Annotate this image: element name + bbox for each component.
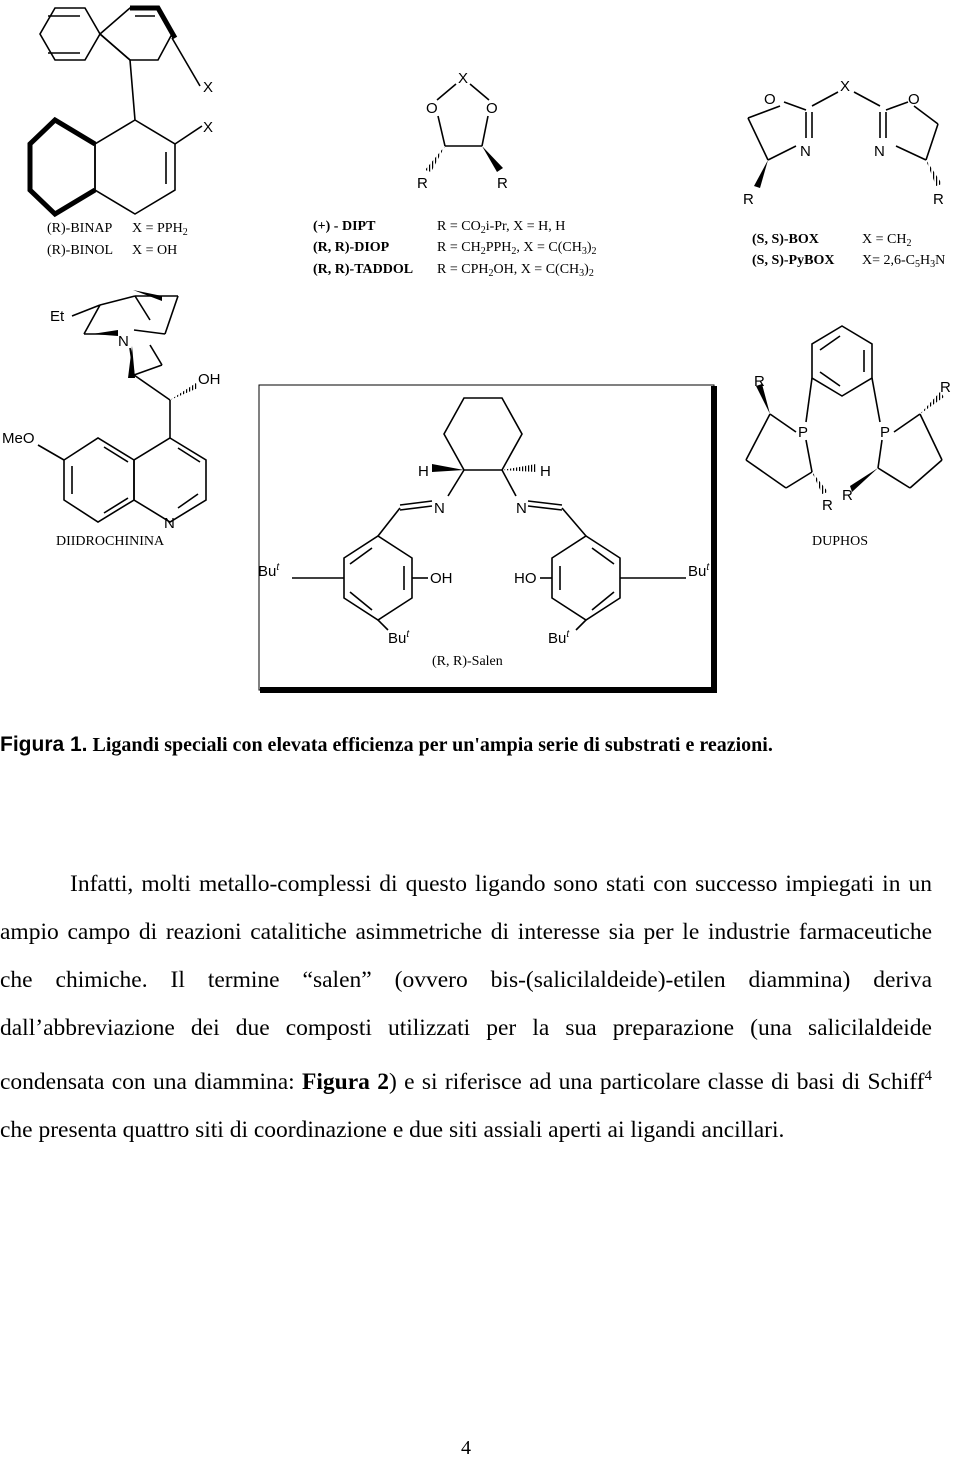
salen-h1: H xyxy=(418,463,429,480)
binol-row2-def: X = OH xyxy=(132,243,178,258)
dioxolane-structure xyxy=(437,84,489,146)
dioxolane-x: X xyxy=(458,70,469,87)
salen-but1: Bu$^t$ xyxy=(258,562,280,580)
quinine-n1: N xyxy=(118,333,129,350)
salen-frame xyxy=(259,385,717,690)
diop-def: $R = CH_2PPH_2$, $X = C(CH_3)_2$ xyxy=(437,240,597,257)
salen-but3: Bu$^t$ xyxy=(388,629,410,647)
binap-row1-def: $X = PPH_2$ xyxy=(132,221,188,238)
duphos-structure xyxy=(746,326,942,488)
page-number: 4 xyxy=(461,1437,471,1459)
figure-caption xyxy=(0,733,773,757)
wedge-bond xyxy=(850,468,878,492)
hashed-bond xyxy=(926,160,942,186)
pybox-name: (S, S)-PyBOX xyxy=(752,253,835,268)
duphos-r1: R xyxy=(754,373,765,390)
quinine-n2: N xyxy=(164,515,175,532)
box-o1: O xyxy=(764,91,776,108)
salen-but4: Bu$^t$ xyxy=(548,629,570,647)
pybox-def: $X= 2,6-C_5H_3N$ xyxy=(862,253,946,270)
duphos-r2: R xyxy=(940,379,951,396)
hashed-bond xyxy=(170,383,198,400)
duphos-p2: P xyxy=(880,424,891,441)
salen-h2: H xyxy=(540,463,551,480)
body-paragraph xyxy=(0,860,932,1154)
salen-n2: N xyxy=(516,500,527,517)
taddol-name: (R, R)-TADDOL xyxy=(313,262,414,277)
quinine-et: Et xyxy=(50,308,65,325)
wedge-bond xyxy=(482,146,503,172)
footnote-ref: 4 xyxy=(924,1068,932,1084)
box-n1: N xyxy=(800,143,811,160)
figure-reference: Figura 2 xyxy=(302,1068,389,1095)
caption-label: Figura 1. xyxy=(0,733,88,756)
salen-n1: N xyxy=(434,500,445,517)
wedge-bond xyxy=(92,330,118,336)
dioxolane-o2: O xyxy=(486,100,498,117)
paragraph-part3: che presenta quattro siti di coordinazione e due siti assiali aperti ai ligandi ancillari. xyxy=(0,1116,785,1143)
duphos-r3: R xyxy=(822,497,833,514)
paragraph-part1: Infatti, molti metallo-complessi di questo ligando sono stati con successo impiegati in un ampio campo di reazioni catalitiche asimmetriche di interesse sia per le industrie farmaceutiche che chimiche. Il termine “salen” (ovvero bis-(salicilaldeide)-etilen diammina) deriva dall’abbreviazione dei due composti utilizzati per la sua preparazione (una salicilaldeide condensata con una diammina: xyxy=(0,871,932,1095)
caption-text: Ligandi speciali con elevata efficienza per un'ampia serie di substrati e reazioni. xyxy=(92,734,773,756)
dioxolane-r1: R xyxy=(417,175,428,192)
hashed-bond xyxy=(425,146,445,172)
salen-oh: OH xyxy=(430,570,453,587)
quinine-name: DIIDROCHININA xyxy=(56,534,165,549)
dioxolane-r2: R xyxy=(497,175,508,192)
salen-but2: Bu$^t$ xyxy=(688,562,710,580)
quinine-meo: MeO xyxy=(2,430,35,447)
wedge-bond xyxy=(128,346,135,378)
duphos-p1: P xyxy=(798,424,809,441)
binap-structure xyxy=(30,8,202,214)
box-r1: R xyxy=(743,191,754,208)
box-x: X xyxy=(840,78,851,95)
duphos-r4: R xyxy=(842,487,853,504)
dipt-def: $R = CO_2i-Pr$, X = H, H xyxy=(437,219,566,236)
binap-x1: X xyxy=(203,79,214,96)
quinine-oh: OH xyxy=(198,371,221,388)
quinine-structure xyxy=(38,296,206,522)
dipt-name: (+) - DIPT xyxy=(313,219,376,234)
salen-name: (R, R)-Salen xyxy=(432,654,503,669)
box-o2: O xyxy=(908,91,920,108)
duphos-name: DUPHOS xyxy=(812,534,869,549)
box-r2: R xyxy=(933,191,944,208)
paragraph-part2: ) e si riferisce ad una particolare classe di basi di Schiff xyxy=(389,1068,925,1095)
ligands-figure xyxy=(0,0,960,715)
salen-ho: HO xyxy=(514,570,537,587)
taddol-def: $R = CPH_2OH$, $X = C(CH_3)_2$ xyxy=(437,262,594,279)
box-n2: N xyxy=(874,143,885,160)
wedge-bond xyxy=(754,160,768,188)
box-name: (S, S)-BOX xyxy=(752,232,819,247)
diop-name: (R, R)-DIOP xyxy=(313,240,390,255)
box-def: $X = CH_2$ xyxy=(862,232,912,249)
binap-row1-name: (R)-BINAP xyxy=(47,221,113,236)
hashed-bond xyxy=(812,472,828,494)
dioxolane-o1: O xyxy=(426,100,438,117)
binap-x2: X xyxy=(203,119,214,136)
binol-row2-name: (R)-BINOL xyxy=(47,243,114,258)
